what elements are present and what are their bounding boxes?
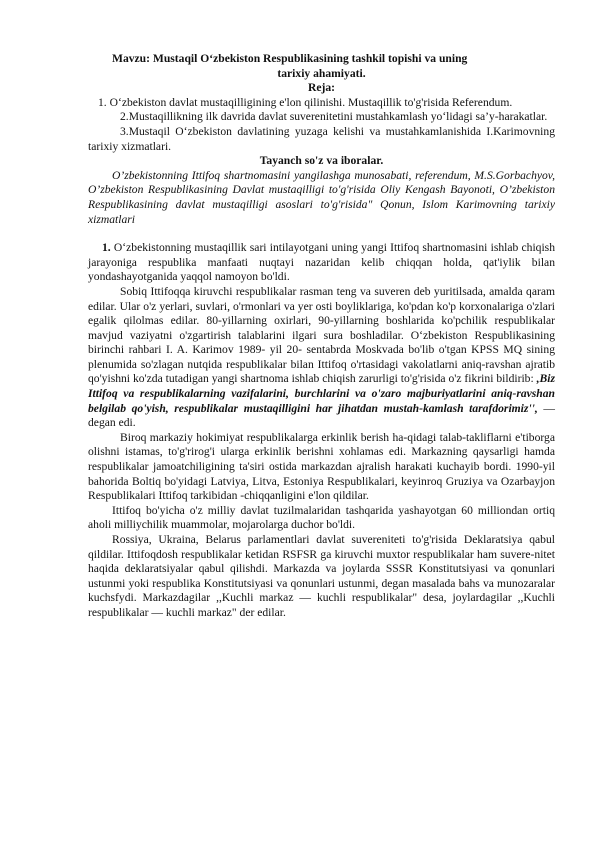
terms-text: O’zbekistonning Ittifoq shartnomasini yangilashga munosabati, referendum, M.S.Gorbachyov, O’zbekiston Respublikasining Davlat mustaqilligi to'g'risida Oliy Kengash Bayonoti, O’zbekiston Respublikasining davlat mustaqilligi asoslari to'g'risida" Qonun, Islom Karimovning tarixiy xizmatlari xyxy=(88,168,555,226)
spacer xyxy=(88,227,555,241)
plan-item-3: 3.Mustaqil O‘zbekiston davlatining yuzaga kelishi va mustahkamlanishida I.Karimovning tarixiy xizmatlari. xyxy=(88,124,555,153)
plan-item-2: 2.Mustaqillikning ilk davrida davlat suverenitetini mustahkamlash yo‘lidagi sa’y-harakatlar. xyxy=(120,110,548,124)
paragraph-2 xyxy=(88,285,555,431)
plan-heading: Reja: xyxy=(307,81,336,95)
paragraph-5: Rossiya, Ukraina, Belarus parlamentlari davlat suvereniteti to'g'risida Deklaratsiya qabul qildilar. Ittifoqdosh respublikalar ketidan RSFSR ga kiruvchi muxtor respublikalar ham suvere-nitet haqida deklaratsiyalar qabul qilishdi. Markazda va joylarda SSSR Konstitutsiyasi va qonunlari ustunmi yoki respublika Konstitutsiyasi va qonunlari ustunmi, degan masalada bahs va munozaralar kuchsfydi. Markazdagilar ,,Kuchli markaz — kuchli respublikalar" desa, joylardagilar ,,Kuchli respublikalar — kuchli markaz" der edilar. xyxy=(88,533,555,619)
paragraph-2-quote: ,Biz Ittifoq va respublikalarning vazifalarini, burchlarini va o'zaro majburiyatlarini aniq-ravshan belgilab qo'yish, respublikalar mustaqilligini har jihatdan mustah-kamlash tarafdorimiz'', xyxy=(88,372,555,415)
paragraph-1 xyxy=(88,241,555,285)
paragraph-3: Biroq markaziy hokimiyat respublikalarga erkinlik berish ha-qidagi talab-takliflarni e'tiborga olishni istamas, to'g'rirog'i ularga erkinlik berishni xohlamas edi. Markazning qaysarligi hamda respublikalar jamoatchiligining ta'siri ostida markazdan ajralish harakati kuchayib bordi. 1990-yil bahorida Boltiq bo'yidagi Latviya, Litva, Estoniya Respublikalari, keyinroq Gruziya va Ozarbayjon Respublikalari Ittifoq tarkibidan -chiqqanligini e'lon qildilar. xyxy=(88,430,555,503)
document-page xyxy=(88,52,555,621)
plan-item-1: 1. O‘zbekiston davlat mustaqilligining e'lon qilinishi. Mustaqillik to'g'risida Referendum. xyxy=(98,95,513,109)
title-line-2: tarixiy ahamiyati. xyxy=(277,66,366,80)
terms-heading: Tayanch so'z va iboralar. xyxy=(259,154,384,168)
paragraph-1-text: O‘zbekistonning mustaqillik sari intilayotgani uning yangi Ittifoq shartnomasini ishlab chiqish jarayoniga respublika manfaati nuqtayi nazaridan kelib chiqqan holda, qat'iylik bilan yondashayotganida yaqqol namoyon bo'ldi. xyxy=(88,241,555,284)
paragraph-1-number: 1. xyxy=(102,241,111,255)
title-line-1: Mavzu: Mustaqil O‘zbekiston Respublikasining tashkil topishi va uning xyxy=(112,52,468,65)
paragraph-4: Ittifoq bo'yicha o'z milliy davlat tuzilmalaridan tashqarida yashayotgan 60 milliondan ortiq aholi milliychilik muammolar, mojarolarga duchor bo'ldi. xyxy=(88,503,555,532)
paragraph-2-text: Sobiq Ittifoqqa kiruvchi respublikalar rasman teng va suveren deb yuritilsada, amalda qaram edilar. Ular o'z yerlari, suvlari, o'rmonlari va yer osti boyliklariga, ko'pdan ko'p korxonalariga o'zlari egalik qilolmas edilar. 80-yillarning oxirlari, 90-yillarning boshlarida ko'pchilik respublikalar mavjud vaziyatni o'zgartirish talablarini ilgari sura boshladilar. O‘zbekiston Respublikasining birinchi rahbari I. A. Karimov 1989- yil 20- sentabrda Moskvada bo'lib o'tgan KPSS MQ sining plenumida so'zlagan nutqida respublikalar bilan Ittifoq o'rtasidagi vakolatlarni aniq-ravshan ajratib qo'yishni ko'zda tutadigan yangi shartnoma ishlab chiqish zarurligi to'g'risida o'z fikrini bildirib: xyxy=(88,284,555,386)
paragraph-2-tail: — degan edi. xyxy=(88,401,555,430)
